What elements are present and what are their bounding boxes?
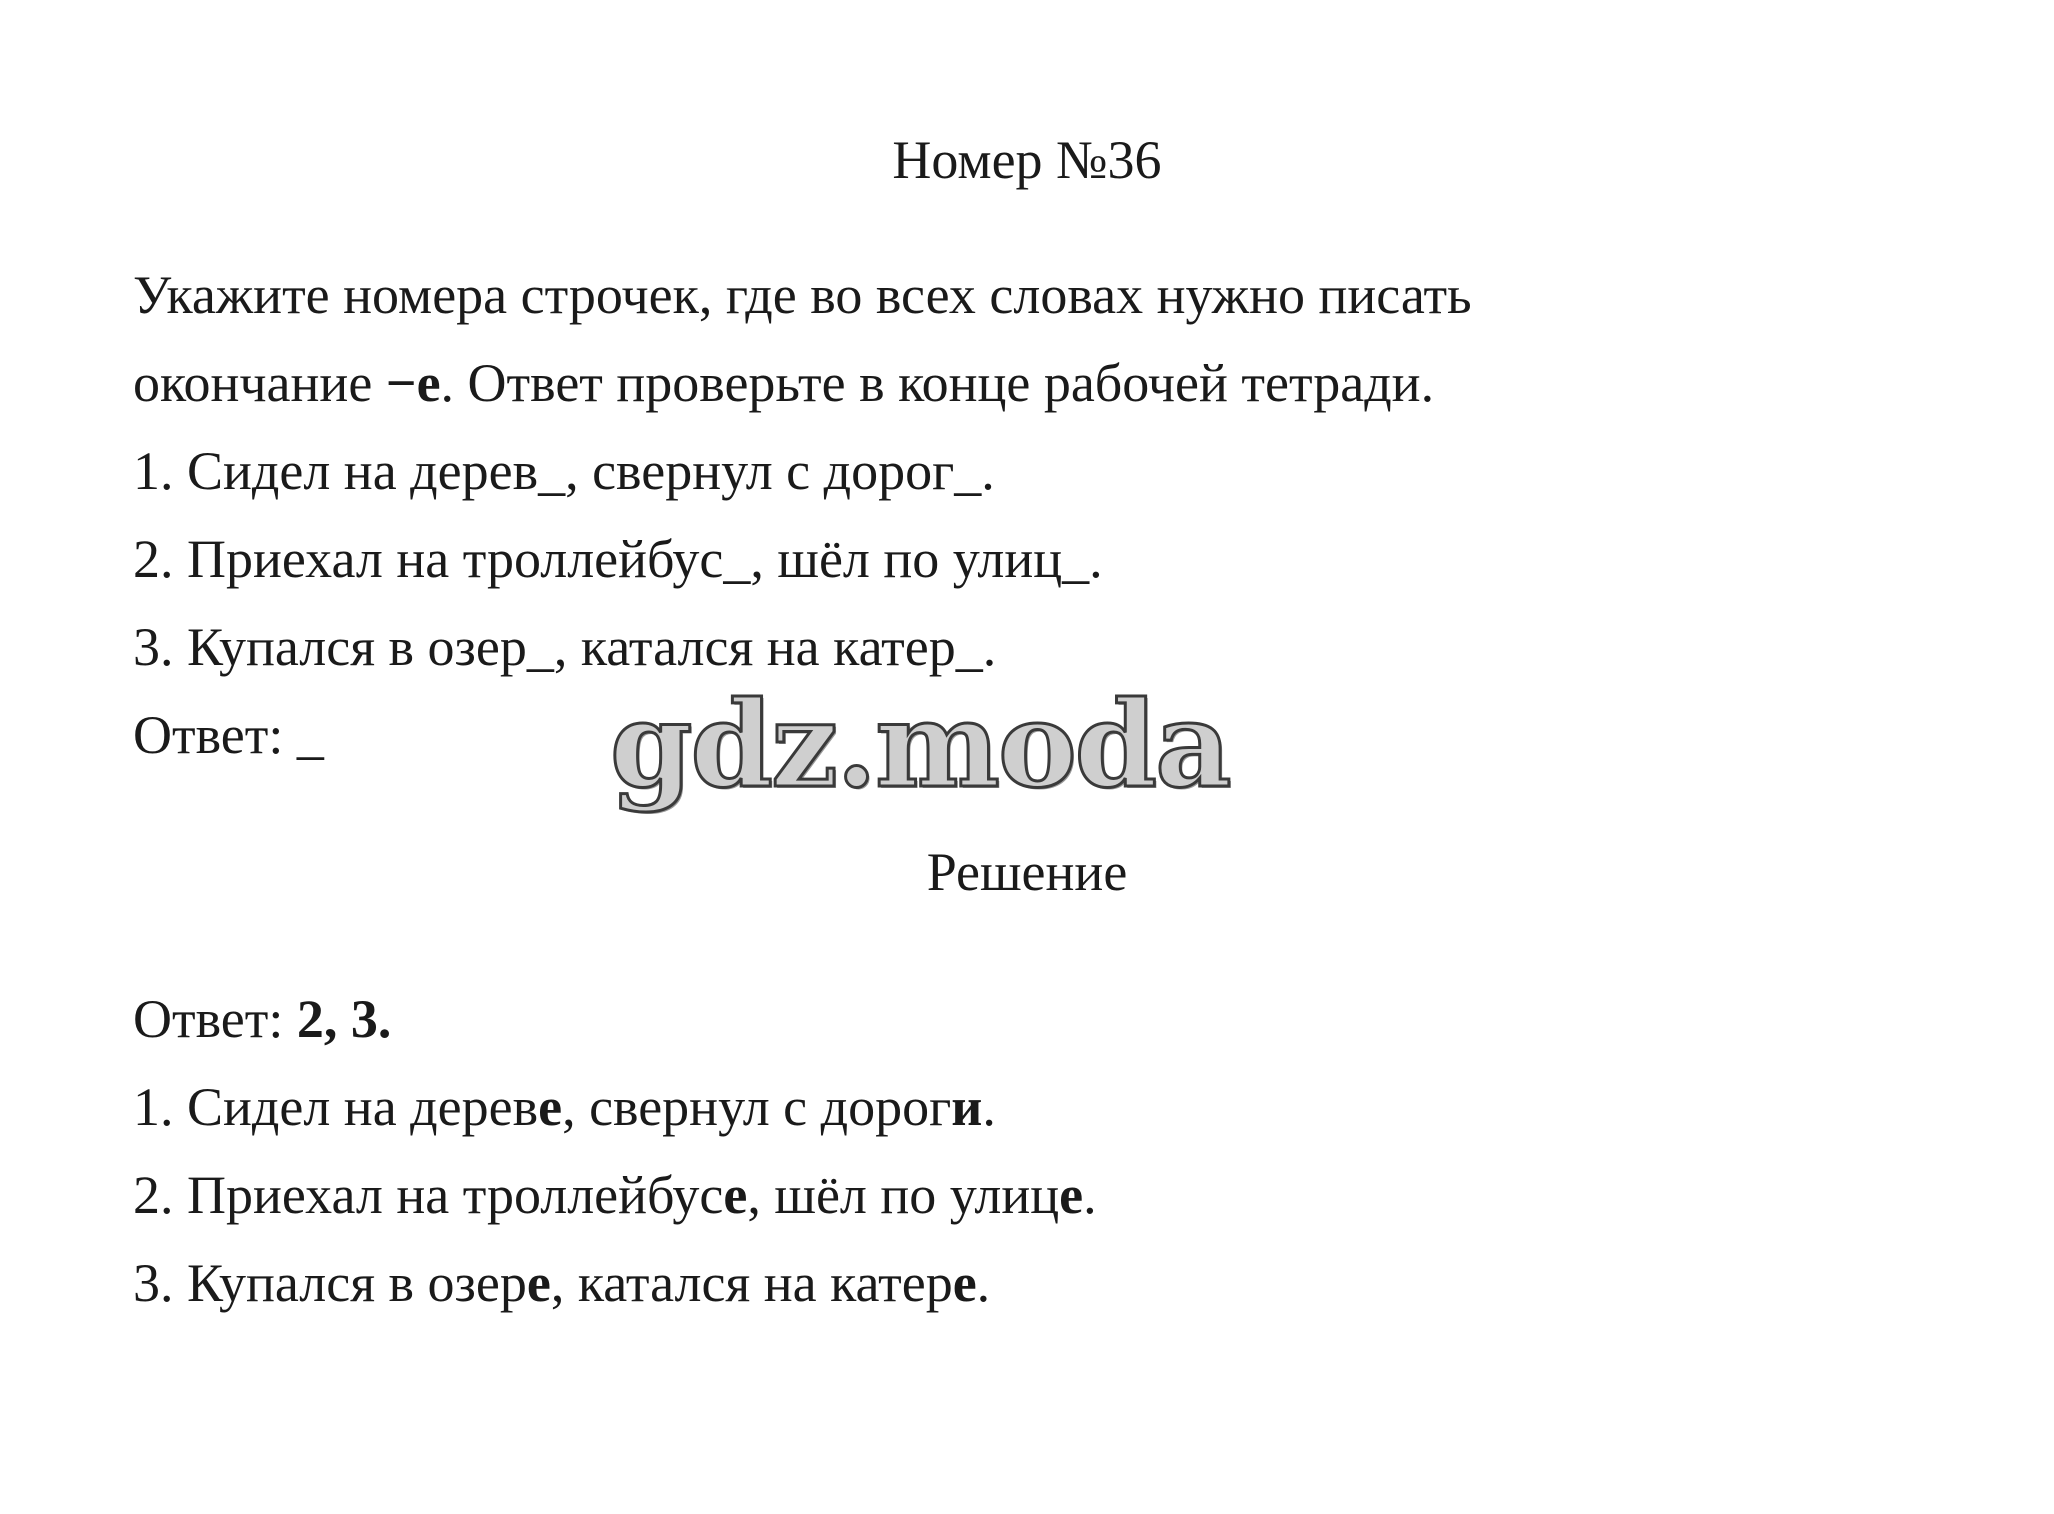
- solution-segment: 1. Сидел на дерев: [133, 1077, 539, 1137]
- solution-ending: е: [538, 1077, 563, 1137]
- solution-block: [133, 975, 1933, 1327]
- instruction-text: . Ответ проверьте в конце рабочей тетради.: [440, 353, 1435, 413]
- solution-segment: , катался на катер: [550, 1253, 953, 1313]
- answer-value: 2, 3.: [296, 989, 392, 1049]
- solution-segment: .: [982, 1077, 996, 1137]
- solution-segment: 2. Приехал на троллейбус: [133, 1165, 724, 1225]
- task-instruction-line-1: Укажите номера строчек, где во всех словах нужно писать: [133, 265, 1472, 325]
- solution-line-3: [133, 1239, 1933, 1327]
- solution-segment: , свернул с дорог: [562, 1077, 952, 1137]
- watermark-logo: gdz.moda: [610, 675, 1230, 814]
- solution-heading: Решение: [926, 842, 1128, 902]
- solution-ending: е: [952, 1253, 977, 1313]
- solution-segment: 3. Купался в озер: [133, 1253, 527, 1313]
- ending-highlight: −е: [385, 353, 441, 413]
- solution-line-1: [133, 1063, 1933, 1151]
- answer-blank: Ответ: _: [133, 705, 324, 765]
- solution-segment: , шёл по улиц: [747, 1165, 1060, 1225]
- solution-line-2: [133, 1151, 1933, 1239]
- solution-ending: е: [1059, 1165, 1084, 1225]
- solution-ending: и: [951, 1077, 983, 1137]
- task-item-2: 2. Приехал на троллейбус_, шёл по улиц_.: [133, 529, 1103, 589]
- solution-segment: .: [1083, 1165, 1097, 1225]
- task-item-3: 3. Купался в озер_, катался на катер_.: [133, 617, 997, 677]
- solution-segment: .: [976, 1253, 991, 1313]
- task-item-1: 1. Сидел на дерев_, свернул с дорог_.: [133, 441, 995, 501]
- instruction-text: окончание: [133, 353, 386, 413]
- exercise-title: Номер №36: [892, 130, 1162, 190]
- answer-label: Ответ:: [133, 989, 297, 1049]
- solution-ending: е: [526, 1253, 551, 1313]
- task-instruction-line-2: [133, 339, 1933, 427]
- solution-answer: [133, 975, 1933, 1063]
- solution-ending: е: [723, 1165, 748, 1225]
